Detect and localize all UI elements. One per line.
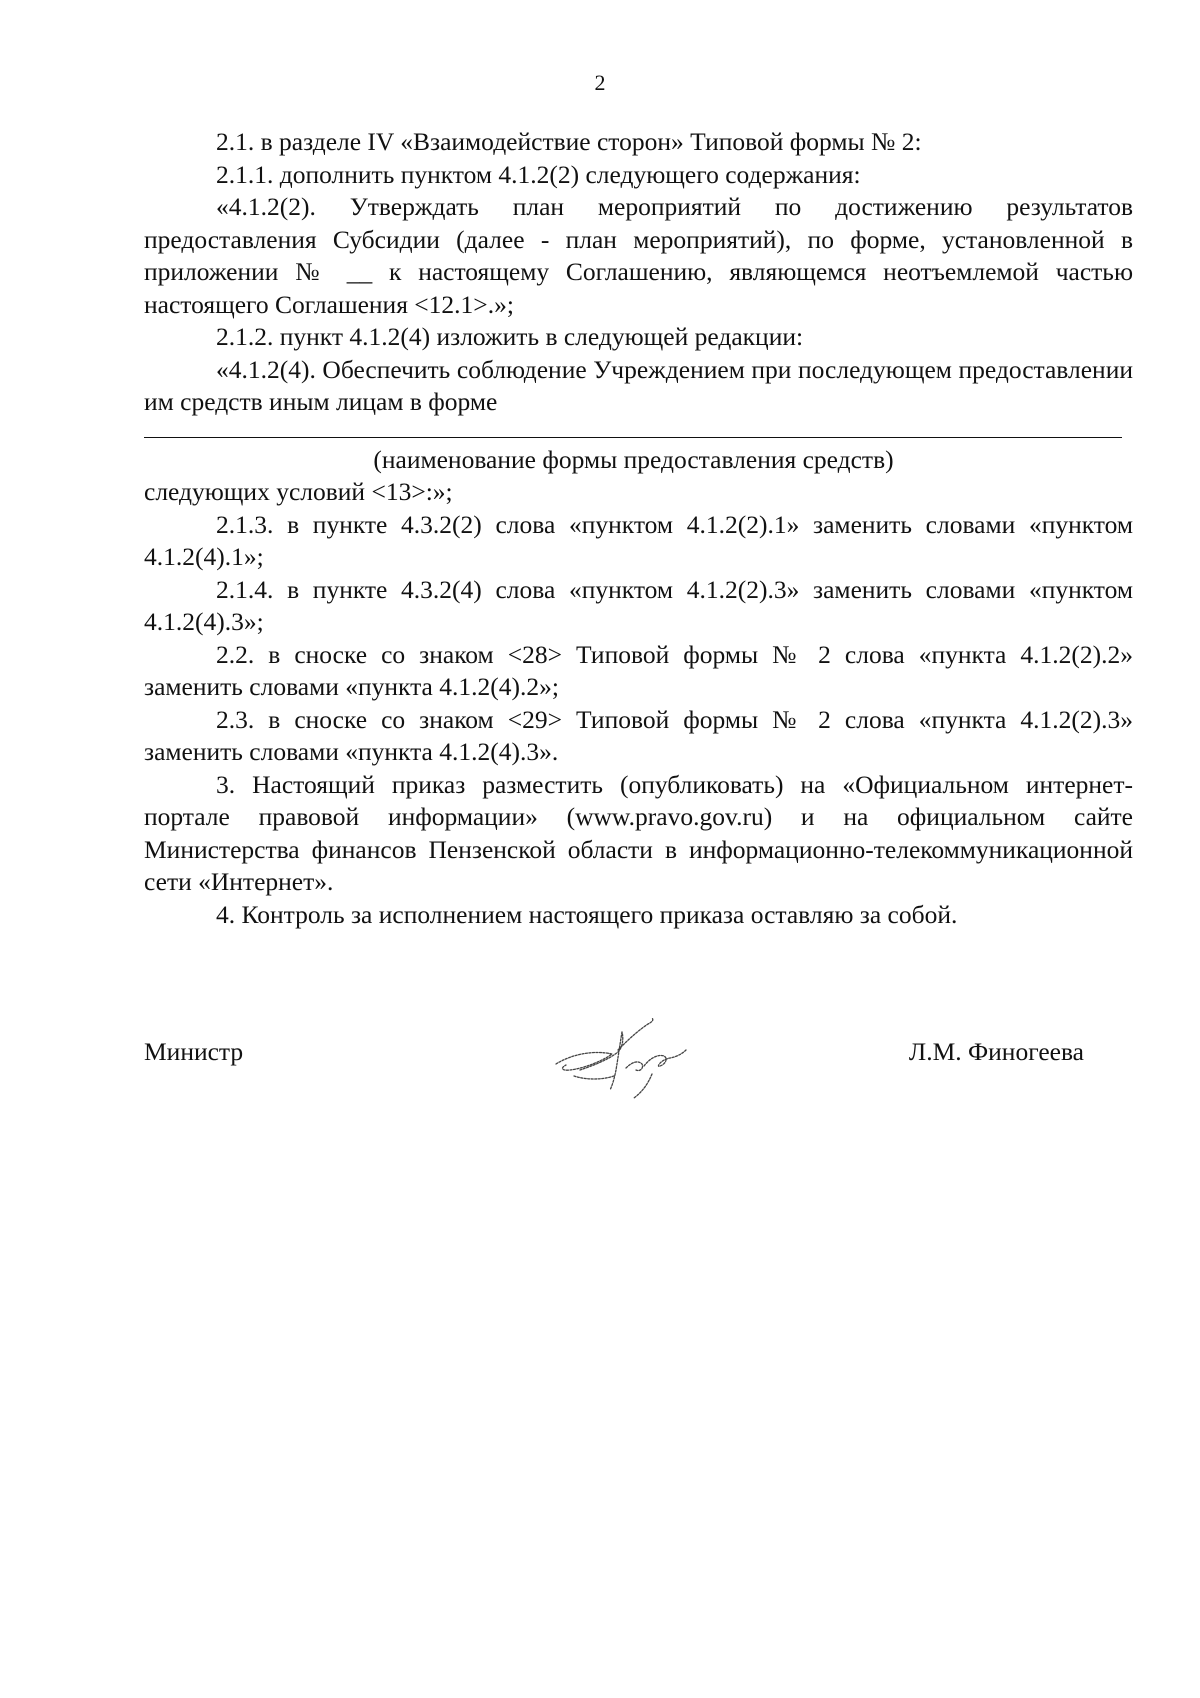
signer-name: Л.М. Финогеева [908, 1037, 1084, 1066]
paragraph-2-1-4: 2.1.4. в пункте 4.3.2(4) слова «пунктом 4.1.2(2).3» заменить словами «пунктом 4.1.2(4).3»; [144, 574, 1133, 636]
paragraph-3: 3. Настоящий приказ разместить (опубликовать) на «Официальном интернет-портале правовой информации» (www.pravo.gov.ru) и на официальном сайте Министерства финансов Пензенской области в информационно-телекоммуникационной сети «Интернет». [144, 769, 1133, 896]
paragraph-2-3: 2.3. в сноске со знаком <29> Типовой формы № 2 слова «пункта 4.1.2(2).3» заменить словами «пункта 4.1.2(4).3». [144, 704, 1133, 766]
paragraph-2-1-3: 2.1.3. в пункте 4.3.2(2) слова «пунктом 4.1.2(2).1» заменить словами «пунктом 4.1.2(4).1»; [144, 509, 1133, 571]
paragraph-2-1-2: 2.1.2. пункт 4.1.2(4) изложить в следующей редакции: [216, 322, 804, 351]
document-body [144, 126, 1133, 931]
paragraph-quote-4-1-2-4: «4.1.2(4). Обеспечить соблюдение Учреждением при последующем предоставлении им средств иным лицам в форме [144, 354, 1133, 416]
signer-title: Министр [144, 1037, 244, 1066]
paragraph-2-1-1: 2.1.1. дополнить пунктом 4.1.2(2) следующего содержания: [216, 159, 861, 189]
page-number: 2 [594, 70, 606, 95]
handwritten-signature [552, 1010, 692, 1100]
paragraph-continuation: следующих условий <13>:»; [144, 477, 453, 506]
paragraph-4: 4. Контроль за исполнением настоящего приказа оставляю за собой. [216, 899, 958, 929]
fill-in-blank-line [144, 433, 1122, 438]
paragraph-2-2: 2.2. в сноске со знаком <28> Типовой формы № 2 слова «пункта 4.1.2(2).2» заменить словами «пункта 4.1.2(4).2»; [144, 639, 1133, 701]
blank-caption: (наименование формы предоставления средств) [373, 444, 894, 474]
paragraph-2-1: 2.1. в разделе IV «Взаимодействие сторон» Типовой формы № 2: [216, 127, 922, 156]
paragraph-quote-4-1-2-2: «4.1.2(2). Утверждать план мероприятий по достижению результатов предоставления Субсидии (далее - план мероприятий), по форме, установленной в приложении № __ к настоящему Соглашению, являющемся неотъемлемой частью настоящего Соглашения <12.1>.»; [144, 192, 1133, 319]
